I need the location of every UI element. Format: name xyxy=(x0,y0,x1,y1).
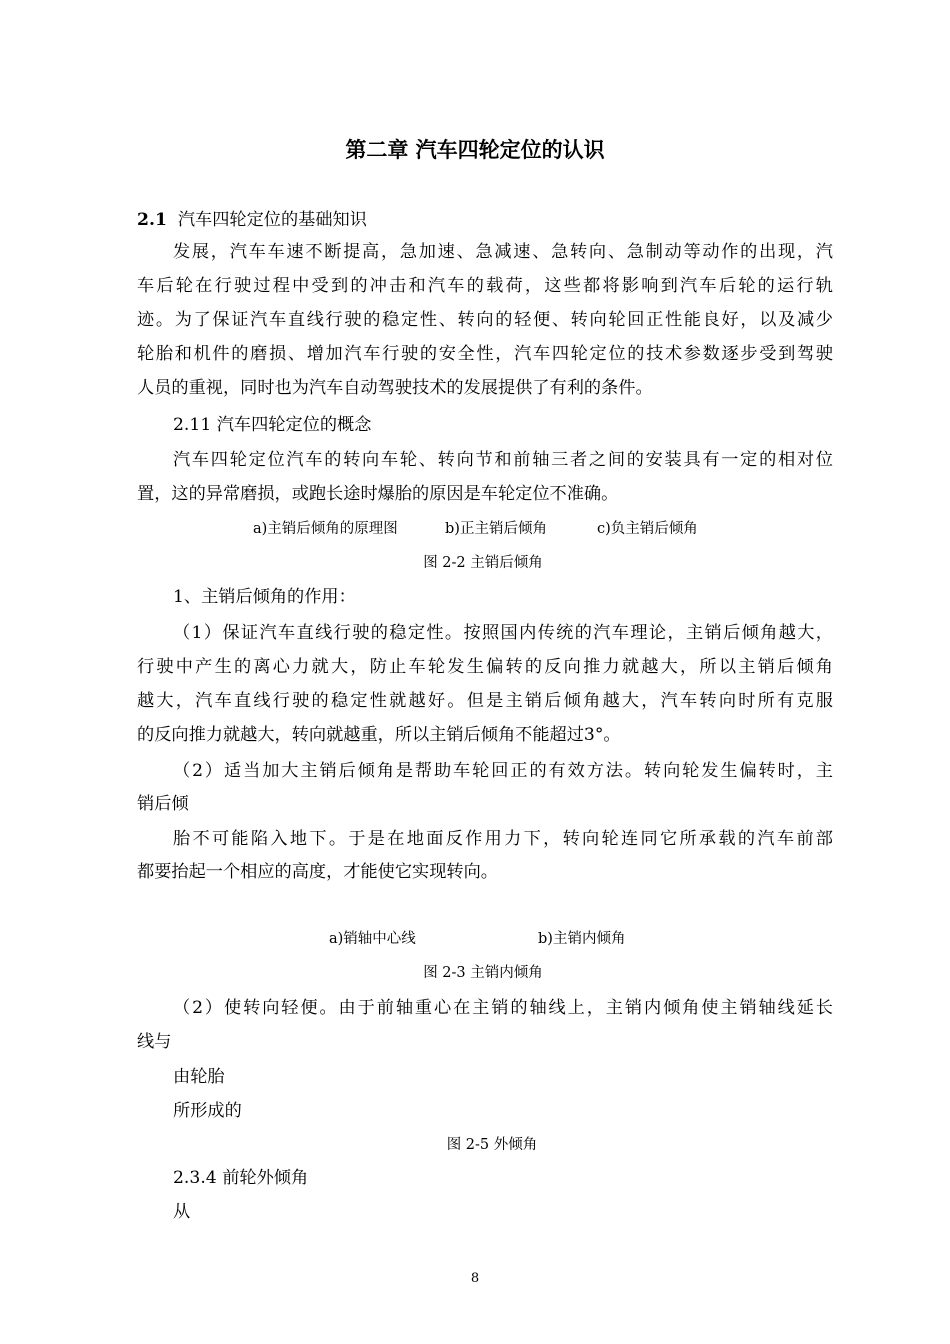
para3-line: （1）保证汽车直线行驶的稳定性。按照国内传统的汽车理论，主销后倾角越大， xyxy=(173,623,833,643)
figure-subcaption: b)正主销后倾角 xyxy=(445,521,547,537)
page-number: 8 xyxy=(470,1271,480,1286)
para1-line: 迹。为了保证汽车直线行驶的稳定性、转向的轻便、转向轮回正性能良好，以及减少 xyxy=(137,310,833,330)
section-title: 汽车四轮定位的基础知识 xyxy=(177,210,367,230)
item1-heading: 1、主销后倾角的作用： xyxy=(173,587,356,607)
para6-line: 线与 xyxy=(137,1032,172,1052)
para4-line: 销后倾 xyxy=(137,794,189,814)
figure-subcaption: a)主销后倾角的原理图 xyxy=(253,521,398,537)
para1-line: 发展，汽车车速不断提高，急加速、急减速、急转向、急制动等动作的出现，汽 xyxy=(173,242,833,262)
para5-line: 都要抬起一个相应的高度，才能使它实现转向。 xyxy=(137,862,498,882)
text-line: 从 xyxy=(173,1202,191,1222)
para3-line: 行驶中产生的离心力就大，防止车轮发生偏转的反向推力就越大，所以主销后倾角 xyxy=(137,657,833,677)
para3-line: 越大，汽车直线行驶的稳定性就越好。但是主销后倾角越大，汽车转向时所有克服 xyxy=(137,691,833,711)
text-line: 由轮胎 xyxy=(173,1067,225,1087)
para1-line: 轮胎和机件的磨损、增加汽车行驶的安全性，汽车四轮定位的技术参数逐步受到驾驶 xyxy=(137,344,833,364)
figure-subcaption: b)主销内倾角 xyxy=(538,931,626,947)
section-heading-2-3-4: 2.3.4 前轮外倾角 xyxy=(173,1168,309,1188)
para1-line: 人员的重视，同时也为汽车自动驾驶技术的发展提供了有利的条件。 xyxy=(137,378,653,398)
para3-line: 的反向推力就越大，转向就越重，所以主销后倾角不能超过3°。 xyxy=(137,725,621,745)
para4-line: （2）适当加大主销后倾角是帮助车轮回正的有效方法。转向轮发生偏转时，主 xyxy=(173,761,833,781)
figure-subcaption: a)销轴中心线 xyxy=(329,931,416,947)
para6-line: （2）使转向轻便。由于前轴重心在主销的轴线上，主销内倾角使主销轴线延长 xyxy=(173,998,833,1018)
text-line: 所形成的 xyxy=(173,1101,242,1121)
figure-subcaption: c)负主销后倾角 xyxy=(597,521,698,537)
section-heading-2-11: 2.11 汽车四轮定位的概念 xyxy=(173,415,372,435)
section-number: 2.1 xyxy=(137,210,167,230)
para1-line: 车后轮在行驶过程中受到的冲击和汽车的载荷，这些都将影响到汽车后轮的运行轨 xyxy=(137,276,833,296)
para5-line: 胎不可能陷入地下。于是在地面反作用力下，转向轮连同它所承载的汽车前部 xyxy=(173,829,833,849)
para2-line: 置，这的异常磨损，或跑长途时爆胎的原因是车轮定位不准确。 xyxy=(137,484,619,504)
chapter-title: 第二章 汽车四轮定位的认识 xyxy=(345,137,605,162)
para2-line: 汽车四轮定位汽车的转向车轮、转向节和前轴三者之间的安装具有一定的相对位 xyxy=(173,450,833,470)
section-heading-2-1 xyxy=(137,208,367,232)
figure-caption: 图 2-2 主销后倾角 xyxy=(423,555,543,571)
figure-caption: 图 2-5 外倾角 xyxy=(446,1137,538,1153)
figure-caption: 图 2-3 主销内倾角 xyxy=(423,965,543,981)
